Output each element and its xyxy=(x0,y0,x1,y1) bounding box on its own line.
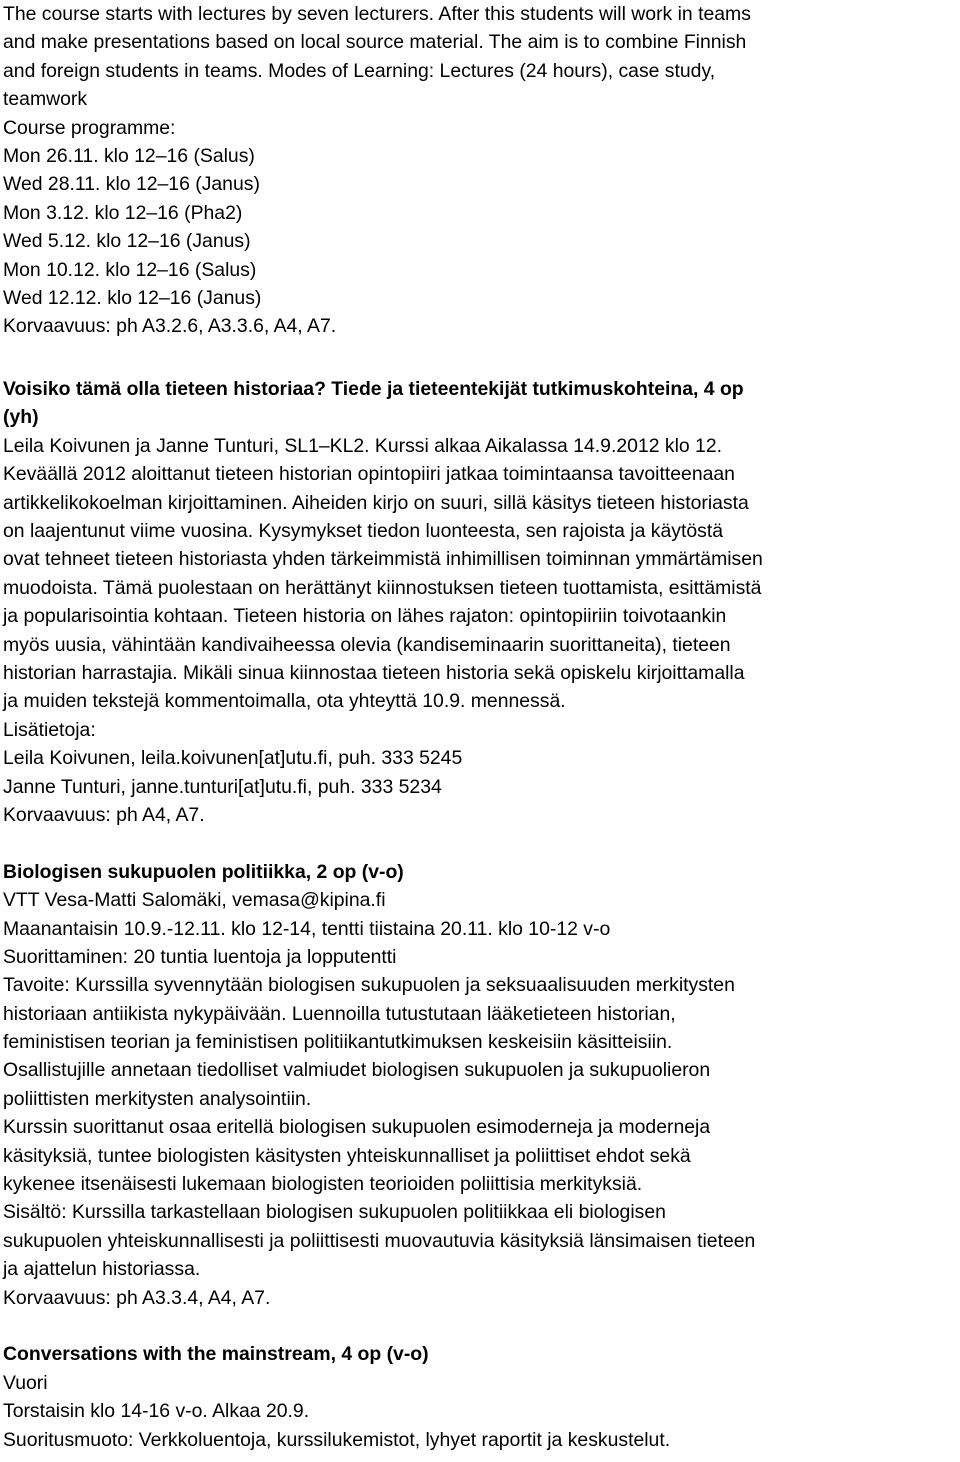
course-heading: Voisiko tämä olla tieteen historiaa? Tiede ja tieteentekijät tutkimuskohteina, 4 op xyxy=(3,378,744,401)
body-line: kykenee itsenäisesti lukemaan biologisten teorioiden poliittisia merkityksiä. xyxy=(3,1173,643,1196)
body-line: ja ajattelun historiassa. xyxy=(3,1258,201,1281)
contact-line: Janne Tunturi, janne.tunturi[at]utu.fi, puh. 333 5234 xyxy=(3,775,442,798)
schedule-line: Wed 5.12. klo 12–16 (Janus) xyxy=(3,230,251,253)
more-info-label: Lisätietoja: xyxy=(3,718,96,741)
course-heading: Biologisen sukupuolen politiikka, 2 op (v-o) xyxy=(3,860,404,883)
body-line: muodoista. Tämä puolestaan on herättänyt kiinnostuksen tieteen tuottamista, esittämistä xyxy=(3,576,762,599)
schedule-line: Wed 28.11. klo 12–16 (Janus) xyxy=(3,173,260,196)
equivalence-line: Korvaavuus: ph A3.2.6, A3.3.6, A4, A7. xyxy=(3,315,337,338)
teacher-line: Vuori xyxy=(3,1371,48,1394)
body-line: feministisen teorian ja feministisen politiikantutkimuksen keskeisiin käsitteisiin. xyxy=(3,1031,673,1054)
body-line: ja popularisointia kohtaan. Tieteen historia on lähes rajaton: opintopiiriin toivotaankin xyxy=(3,605,727,628)
body-line: Leila Koivunen ja Janne Tunturi, SL1–KL2. Kurssi alkaa Aikalassa 14.9.2012 klo 12. xyxy=(3,434,723,457)
body-line: poliittisten merkitysten analysointiin. xyxy=(3,1087,312,1110)
course-conversations-section xyxy=(3,1340,957,1454)
body-line: Suoritusmuoto: Verkkoluentoja, kurssilukemistot, lyhyet raportit ja keskustelut. xyxy=(3,1428,671,1451)
schedule-line: Wed 12.12. klo 12–16 (Janus) xyxy=(3,286,262,309)
spacer xyxy=(3,829,957,857)
intro-line: and foreign students in teams. Modes of Learning: Lectures (24 hours), case study, xyxy=(3,59,716,82)
body-line: on laajentunut viime vuosina. Kysymykset tiedon luonteesta, sen rajoista ja käytöstä xyxy=(3,520,724,543)
body-line: Tavoite: Kurssilla syvennytään biologisen sukupuolen ja seksuaalisuuden merkitysten xyxy=(3,974,735,997)
equivalence-line: Korvaavuus: ph A3.3.4, A4, A7. xyxy=(3,1286,271,1309)
schedule-line: Maanantaisin 10.9.-12.11. klo 12-14, tentti tiistaina 20.11. klo 10-12 v-o xyxy=(3,917,611,940)
schedule-line: Mon 10.12. klo 12–16 (Salus) xyxy=(3,258,257,281)
intro-line: and make presentations based on local source material. The aim is to combine Finnish xyxy=(3,31,747,54)
body-line: myös uusia, vähintään kandivaiheessa olevia (kandiseminaarin suorittaneita), tieteen xyxy=(3,633,731,656)
course-heading: Conversations with the mainstream, 4 op (v-o) xyxy=(3,1343,429,1366)
schedule-line: Mon 26.11. klo 12–16 (Salus) xyxy=(3,144,255,167)
intro-line: teamwork xyxy=(3,88,88,111)
body-line: Sisältö: Kurssilla tarkastellaan biologisen sukupuolen politiikkaa eli biologisen xyxy=(3,1201,666,1224)
intro-section xyxy=(3,0,957,341)
body-line: Suorittaminen: 20 tuntia luentoja ja lopputentti xyxy=(3,945,397,968)
body-line: ja muiden tekstejä kommentoimalla, ota yhteyttä 10.9. mennessä. xyxy=(3,690,566,713)
body-line: artikkelikokoelman kirjoittaminen. Aiheiden kirjo on suuri, sillä käsitys tieteen historiasta xyxy=(3,491,749,514)
body-line: historiaan antiikista nykypäivään. Luennoilla tutustutaan lääketieteen historian, xyxy=(3,1002,676,1025)
course-programme-label: Course programme: xyxy=(3,116,176,139)
body-line: historian harrastajia. Mikäli sinua kiinnostaa tieteen historia sekä opiskelu kirjoittamalla xyxy=(3,661,745,684)
course-heading-continued: (yh) xyxy=(3,406,39,429)
course-history-section xyxy=(3,375,957,829)
document-page xyxy=(3,0,957,1454)
body-line: käsityksiä, tuntee biologisten käsitysten yhteiskunnalliset ja poliittiset ehdot sekä xyxy=(3,1144,691,1167)
body-line: ovat tehneet tieteen historiasta yhden tärkeimmistä inhimillisen toiminnan ymmärtämisen xyxy=(3,548,763,571)
course-biology-section xyxy=(3,858,957,1312)
body-line: Kurssin suorittanut osaa eritellä biologisen sukupuolen esimoderneja ja moderneja xyxy=(3,1116,711,1139)
spacer xyxy=(3,341,957,369)
teacher-line: VTT Vesa-Matti Salomäki, vemasa@kipina.fi xyxy=(3,889,386,912)
body-line: sukupuolen yhteiskunnallisesti ja poliittisesti muovautuvia käsityksiä länsimaisen tieteen xyxy=(3,1229,756,1252)
contact-line: Leila Koivunen, leila.koivunen[at]utu.fi, puh. 333 5245 xyxy=(3,747,463,770)
schedule-line: Torstaisin klo 14-16 v-o. Alkaa 20.9. xyxy=(3,1400,310,1423)
schedule-line: Mon 3.12. klo 12–16 (Pha2) xyxy=(3,201,243,224)
intro-line: The course starts with lectures by seven lecturers. After this students will work in teams xyxy=(3,3,751,25)
equivalence-line: Korvaavuus: ph A4, A7. xyxy=(3,803,205,826)
spacer xyxy=(3,1312,957,1340)
body-line: Osallistujille annetaan tiedolliset valmiudet biologisen sukupuolen ja sukupuolieron xyxy=(3,1059,711,1082)
body-line: Keväällä 2012 aloittanut tieteen historian opintopiiri jatkaa toimintaansa tavoitteenaan xyxy=(3,463,735,486)
